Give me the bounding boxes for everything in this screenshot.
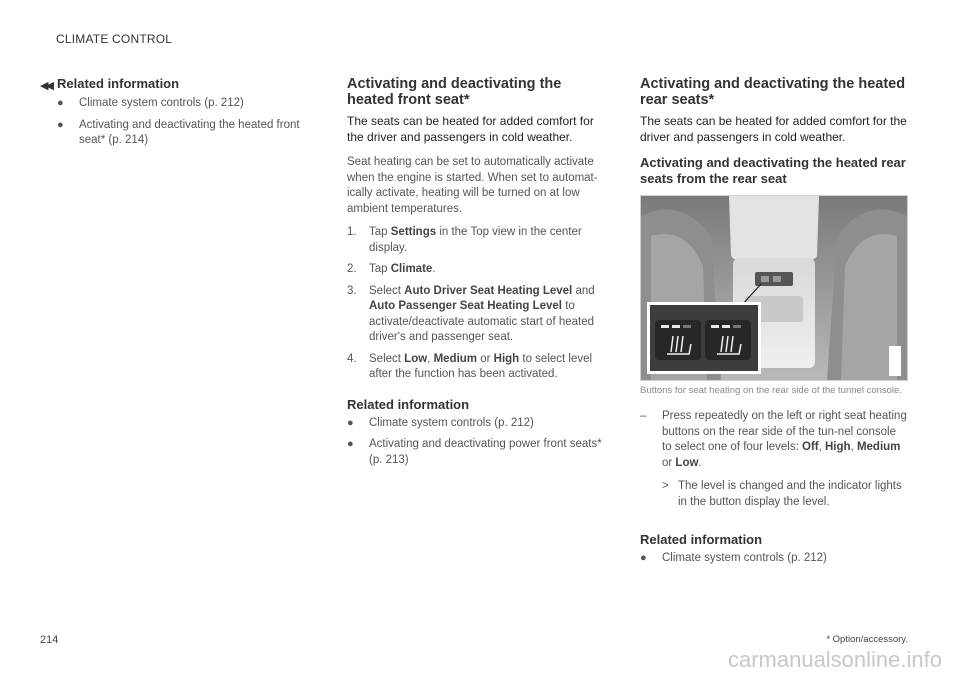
body-paragraph: Seat heating can be set to automatically activate when the engine is started. When set to automat-ically activate, heating will be turned on at low ambient temperatures. xyxy=(347,156,598,215)
related-info-list xyxy=(347,416,609,469)
back-arrows-icon[interactable]: ◀◀ xyxy=(40,80,51,92)
column-left xyxy=(40,76,310,155)
related-link[interactable]: ● Climate system controls (p. 212) xyxy=(640,552,827,564)
column-middle xyxy=(347,76,609,474)
related-info-list xyxy=(57,96,310,149)
step-item: 4. Select Low, Medium or High to select level after the function has been activated. xyxy=(347,352,593,380)
related-info-heading: Related information xyxy=(57,76,180,91)
watermark: carmanualsonline.info xyxy=(727,647,942,672)
section-heading-front-seat: Activating and deactivating the heated front seat* xyxy=(347,76,562,108)
column-right xyxy=(640,76,908,573)
lead-paragraph: The seats can be heated for added comfort for the driver and passengers in cold weather. xyxy=(640,114,907,144)
rear-console-illustration xyxy=(641,196,907,380)
related-info-list xyxy=(640,551,908,567)
instruction-item: – Press repeatedly on the left or right seat heating buttons on the rear side of the tun-nel console to select one of four levels: Off, High, Medium or Low. xyxy=(640,410,907,469)
step-item: 3. Select Auto Driver Seat Heating Level and Auto Passenger Seat Heating Level to activate/deactivate automatic start of heated driver's and passenger seat. xyxy=(347,284,595,343)
related-link[interactable]: ● Climate system controls (p. 212) xyxy=(347,416,534,429)
figure-caption: Buttons for seat heating on the rear side of the tunnel console. xyxy=(640,385,902,396)
related-link[interactable]: ● Climate system controls (p. 212) xyxy=(57,97,244,109)
steps-list xyxy=(347,225,609,383)
related-info-heading: Related information xyxy=(640,532,763,547)
subsection-heading: Activating and deactivating the heated rear seats from the rear seat xyxy=(640,155,906,186)
rear-seat-heating-figure xyxy=(640,195,908,381)
related-link[interactable]: ● Activating and deactivating power front seats* (p. 213) xyxy=(347,438,602,466)
step-item: 1. Tap Settings in the Top view in the center display. xyxy=(347,226,582,254)
related-info-heading: Related information xyxy=(347,396,470,412)
result-item: > The level is changed and the indicator lights in the button display the level. xyxy=(662,480,902,508)
step-item: 2. Tap Climate. xyxy=(347,263,436,275)
lead-paragraph: The seats can be heated for added comfort for the driver and passengers in cold weather. xyxy=(347,114,594,144)
section-heading-rear-seats: Activating and deactivating the heated rear seats* xyxy=(640,76,906,108)
footnote: * Option/accessory. xyxy=(826,634,908,645)
page-number: 214 xyxy=(40,634,59,646)
related-link[interactable]: ● Activating and deactivating the heated front seat* (p. 214) xyxy=(57,118,300,146)
page-header: CLIMATE CONTROL xyxy=(56,32,173,46)
